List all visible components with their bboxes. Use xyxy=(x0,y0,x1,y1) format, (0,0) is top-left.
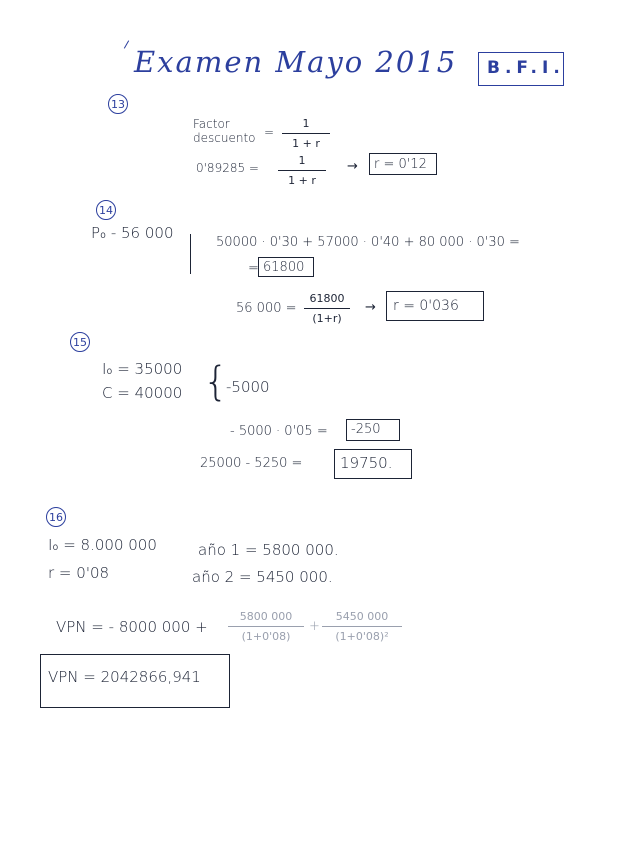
price-equation-lhs: 56 000 = xyxy=(236,301,297,316)
fraction-bar xyxy=(322,626,402,627)
arrow-icon: → xyxy=(347,159,358,174)
discount-rate: r = 0'08 xyxy=(48,564,110,582)
discount-fraction xyxy=(282,117,330,150)
npv-fraction-1 xyxy=(228,610,304,643)
price-numerator: 61800 xyxy=(309,292,345,305)
cost-value: C = 40000 xyxy=(102,384,183,402)
npv-equation-lhs: VPN = - 8000 000 + xyxy=(56,618,208,636)
sum-value: 61800 xyxy=(263,260,305,275)
price-denominator: (1+r) xyxy=(312,312,342,325)
discount-fraction-2 xyxy=(278,154,326,187)
npv-fraction-2-numerator: 5450 000 xyxy=(335,610,389,623)
npv-fraction-2 xyxy=(322,610,402,643)
separator-line xyxy=(190,234,191,274)
tax-calculation: - 5000 · 0'05 = xyxy=(230,424,328,439)
brace-icon: { xyxy=(203,359,229,405)
result-13: r = 0'12 xyxy=(374,157,427,172)
tax-result: -250 xyxy=(351,422,381,437)
discount-numerator-2: 1 xyxy=(298,154,306,167)
discount-value-lhs: 0'89285 = xyxy=(196,161,259,175)
page-title: Examen Mayo 2015 xyxy=(134,45,458,79)
fraction-bar xyxy=(304,308,350,309)
question-number-16: 16 xyxy=(46,507,66,527)
npv-result: VPN = 2042866,941 xyxy=(48,668,201,686)
question-number-15: 15 xyxy=(70,332,90,352)
fraction-bar xyxy=(278,170,326,171)
arrow-icon: → xyxy=(365,300,376,315)
net-calculation: 25000 - 5250 = xyxy=(200,456,303,471)
npv-fraction-2-denominator: (1+0'08)² xyxy=(335,630,389,643)
plus-sign: + xyxy=(309,619,320,634)
net-result: 19750. xyxy=(340,454,393,472)
discount-denominator-2: 1 + r xyxy=(288,174,316,187)
result-14: r = 0'036 xyxy=(393,298,459,314)
question-number-13: 13 xyxy=(108,94,128,114)
initial-investment-16: I₀ = 8.000 000 xyxy=(48,536,157,554)
expected-value-expression: 50000 · 0'30 + 57000 · 0'40 + 80 000 · 0'30 = xyxy=(216,235,520,250)
cash-flow-year-2: año 2 = 5450 000. xyxy=(192,568,333,586)
npv-fraction-1-denominator: (1+0'08) xyxy=(241,630,291,643)
equals-sign: = xyxy=(248,261,259,276)
price-fraction xyxy=(304,292,350,325)
discount-numerator: 1 xyxy=(302,117,310,130)
cash-flow-year-1: año 1 = 5800 000. xyxy=(198,541,339,559)
fraction-bar xyxy=(282,133,330,134)
badge-label: B.F.I. xyxy=(487,58,565,78)
fraction-bar xyxy=(228,626,304,627)
corner-stroke xyxy=(124,40,129,48)
factor-label-line1: Factor xyxy=(193,117,230,131)
factor-label-line2: descuento xyxy=(193,131,256,145)
npv-fraction-1-numerator: 5800 000 xyxy=(239,610,293,623)
difference-value: -5000 xyxy=(226,378,270,396)
discount-denominator: 1 + r xyxy=(292,137,320,150)
initial-price: P₀ - 56 000 xyxy=(91,224,174,242)
equals-sign: = xyxy=(264,125,275,139)
question-number-14: 14 xyxy=(96,200,116,220)
initial-investment: I₀ = 35000 xyxy=(102,360,183,378)
